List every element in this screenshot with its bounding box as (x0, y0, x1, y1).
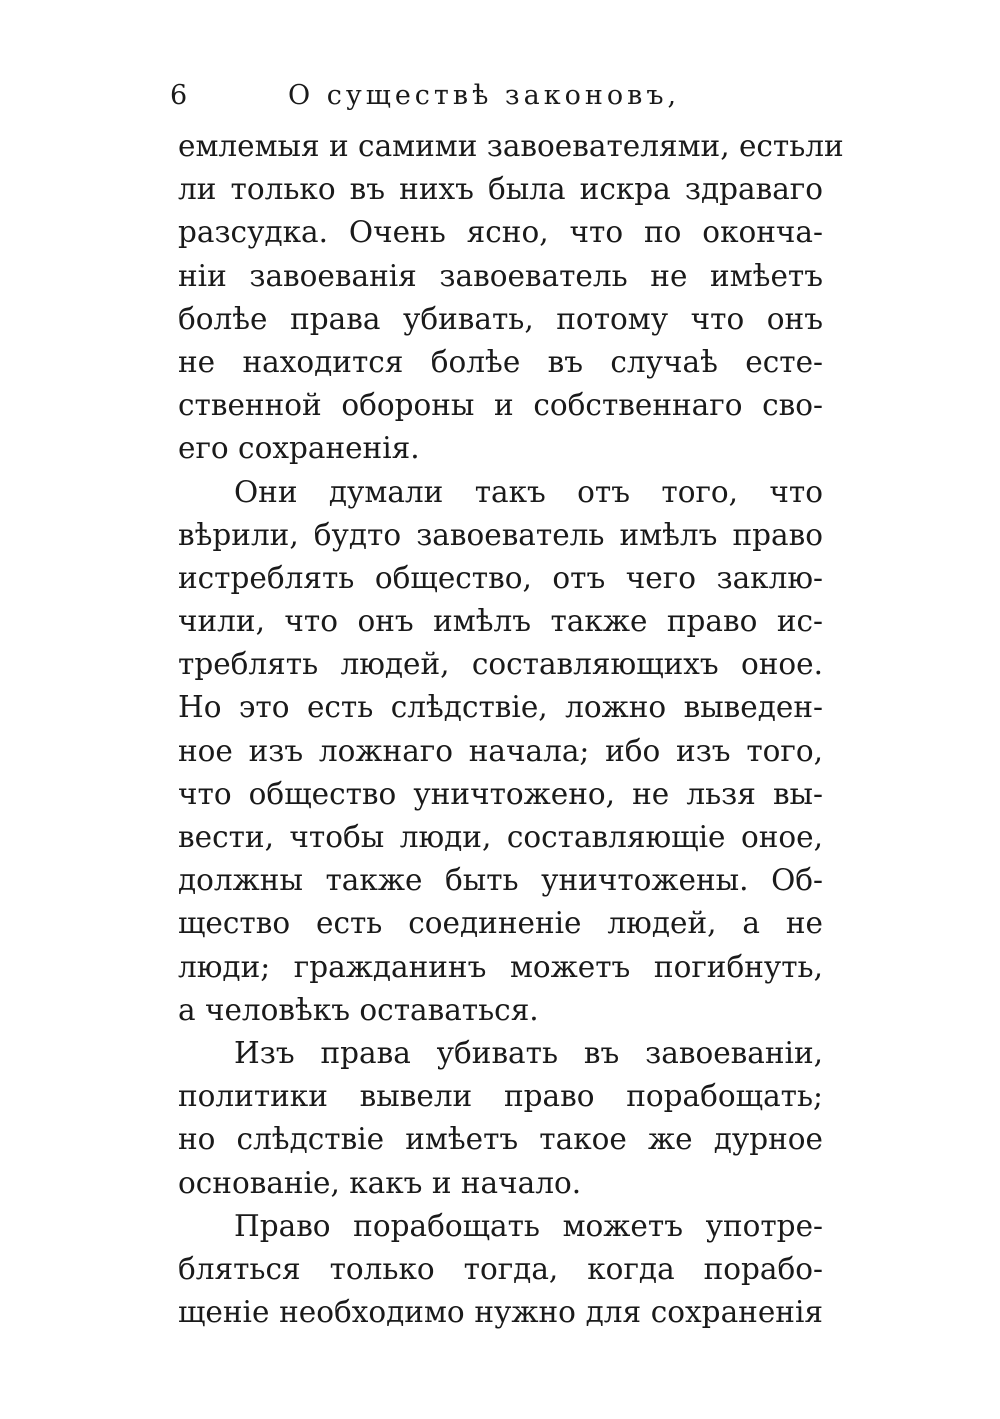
text-line: люди; гражданинъ можетъ погибнуть, (178, 949, 823, 984)
body-text (178, 125, 844, 1334)
text-line: вести, чтобы люди, составляющіе оное, (178, 820, 823, 854)
running-title: О существѣ законовъ, (288, 80, 681, 111)
text-line: истреблять общество, отъ чего заклю- (178, 560, 823, 595)
text-line: чили, что онъ имѣлъ также право ис- (178, 604, 823, 639)
text-line: должны также быть уничтожены. Об- (178, 863, 823, 898)
text-line: щество есть соединеніе людей, а не (178, 906, 823, 941)
text-line: а человѣкъ оставаться. (178, 992, 539, 1027)
paragraph (178, 1032, 823, 1205)
text-line: основаніе, какъ и начало. (178, 1165, 582, 1200)
text-line: разсудка. Очень ясно, что по оконча- (178, 215, 823, 250)
text-line: ли только въ нихъ была искра здраваго (178, 172, 823, 207)
running-head (170, 80, 830, 120)
text-line: болѣе права убивать, потому что онъ (178, 301, 823, 336)
text-line: что общество уничтожено, не льзя вы- (178, 776, 823, 811)
text-line: политики вывели право порабощать; (178, 1079, 823, 1114)
text-line: Они думали такъ отъ того, что (234, 474, 823, 509)
text-line: Но это есть слѣдствіе, ложно выведен- (178, 690, 823, 725)
text-line: бляться только тогда, когда порабо- (178, 1251, 823, 1286)
text-line: ственной обороны и собственнаго сво- (178, 388, 823, 423)
paragraph (178, 471, 823, 1032)
text-line: не находится болѣе въ случаѣ есте- (178, 344, 823, 379)
text-line: емлемыя и самими завоевателями, естьли (178, 129, 844, 163)
text-line: Право порабощать можетъ употре- (234, 1208, 823, 1243)
paragraph (178, 1205, 823, 1335)
text-line: ное изъ ложнаго начала; ибо изъ того, (178, 733, 823, 768)
text-line: вѣрили, будто завоеватель имѣлъ право (178, 517, 823, 552)
paragraph (178, 125, 844, 471)
text-line: ніи завоеванія завоеватель не имѣетъ (178, 258, 823, 293)
text-line: треблять людей, составляющихъ оное. (178, 647, 823, 682)
page-number: 6 (170, 80, 190, 111)
text-line: Изъ права убивать въ завоеваніи, (234, 1035, 823, 1070)
text-line: щеніе необходимо нужно для сохраненія (178, 1295, 823, 1330)
text-line: но слѣдствіе имѣетъ такое же дурное (178, 1122, 823, 1157)
text-line: его сохраненія. (178, 431, 420, 466)
